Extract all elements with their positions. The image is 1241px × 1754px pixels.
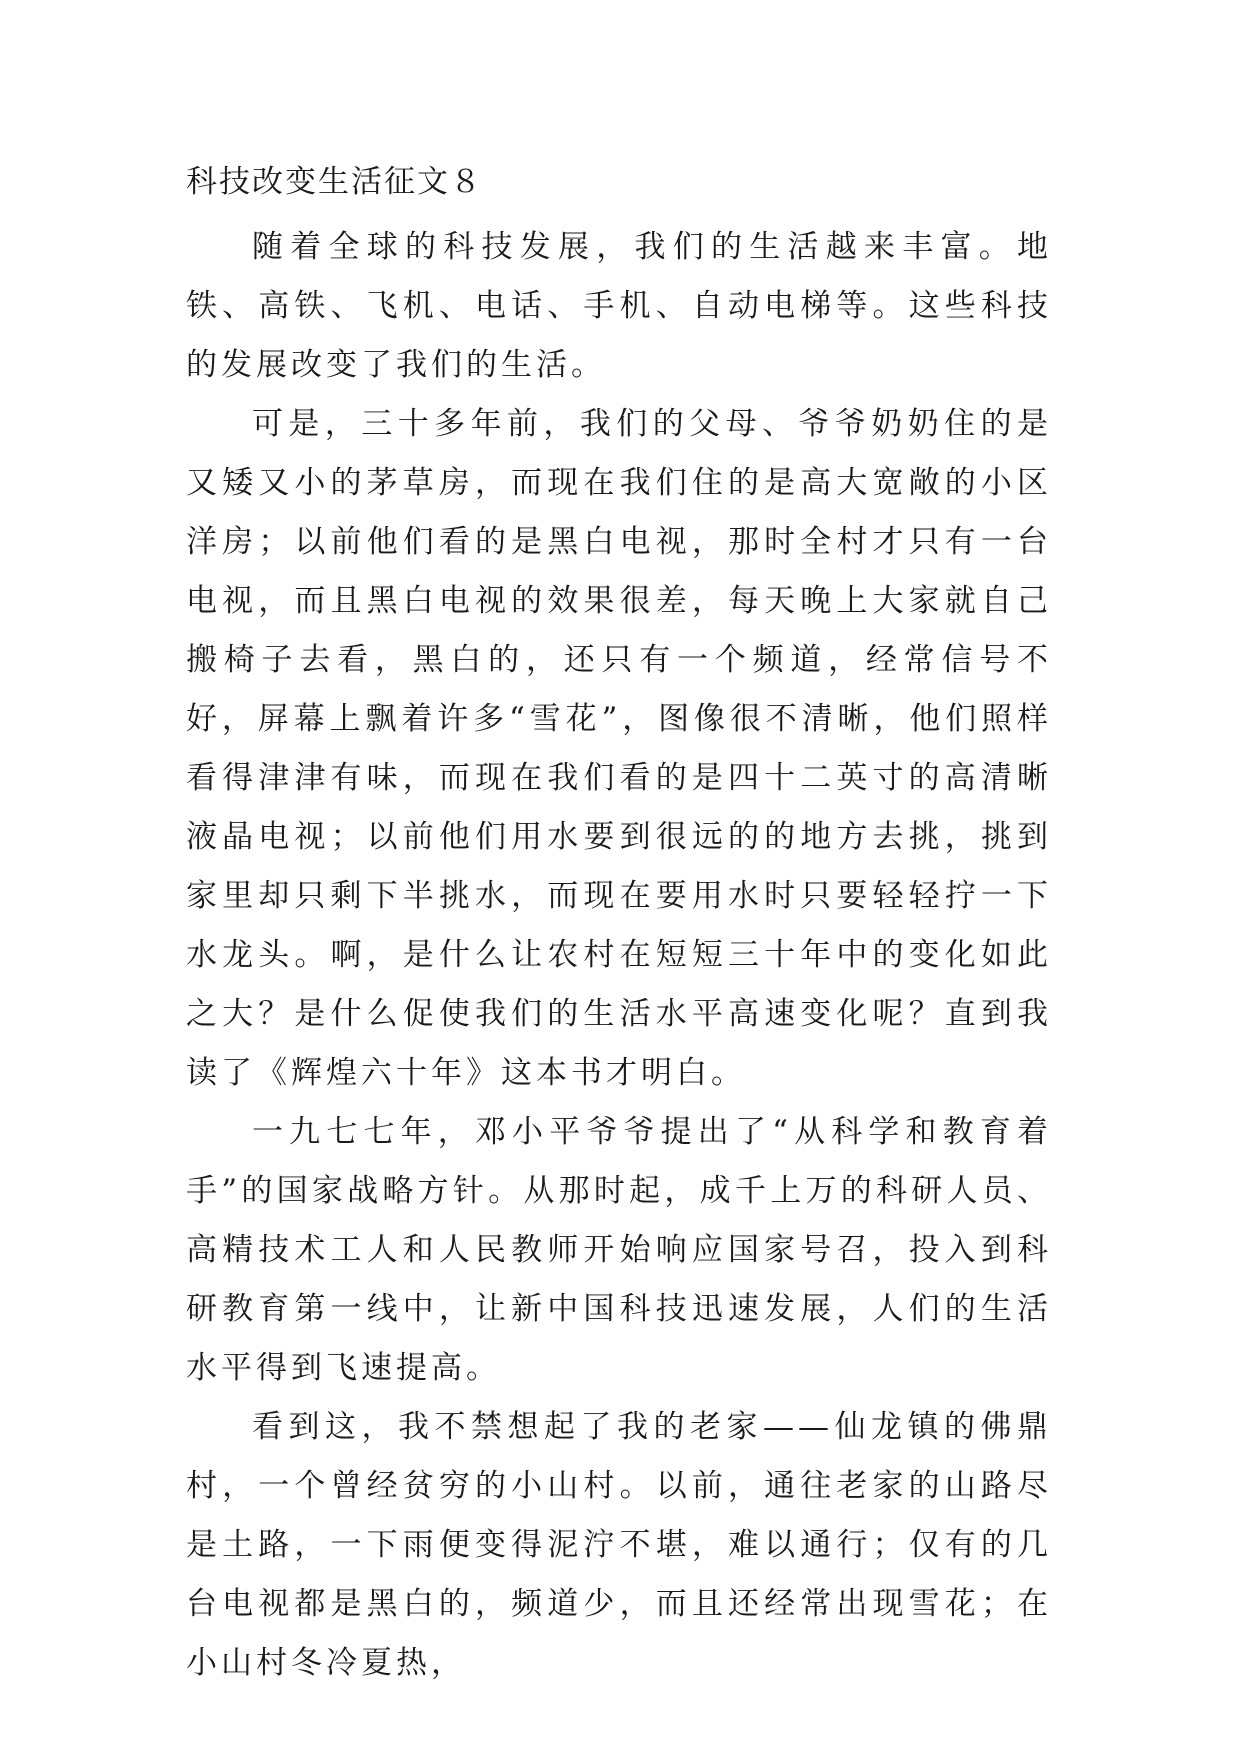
paragraph-4: 看到这，我不禁想起了我的老家——仙龙镇的佛鼎村，一个曾经贫穷的小山村。以前，通往老家的山路尽是土路，一下雨便变得泥泞不堪，难以通行；仅有的几台电视都是黑白的，频道少，而且还经常出现雪花；在小山村冬冷夏热， [186, 1409, 1052, 1681]
document-body [186, 218, 1052, 1693]
paragraph-1: 随着全球的科技发展，我们的生活越来丰富。地铁、高铁、飞机、电话、手机、自动电梯等。这些科技的发展改变了我们的生活。 [186, 229, 1052, 383]
paragraph-2: 可是，三十多年前，我们的父母、爷爷奶奶住的是又矮又小的茅草房，而现在我们住的是高大宽敞的小区洋房；以前他们看的是黑白电视，那时全村才只有一台电视，而且黑白电视的效果很差，每天晚上大家就自己搬椅子去看，黑白的，还只有一个频道，经常信号不好，屏幕上飘着许多“雪花”，图像很不清晰，他们照样看得津津有味，而现在我们看的是四十二英寸的高清晰液晶电视；以前他们用水要到很远的的地方去挑，挑到家里却只剩下半挑水，而现在要用水时只要轻轻拧一下水龙头。啊，是什么让农村在短短三十年中的变化如此之大？是什么促使我们的生活水平高速变化呢？直到我读了《辉煌六十年》这本书才明白。 [186, 406, 1052, 1091]
document-title: 科技改变生活征文８ [186, 164, 483, 200]
paragraph-3: 一九七七年，邓小平爷爷提出了“从科学和教育着手”的国家战略方针。从那时起，成千上万的科研人员、高精技术工人和人民教师开始响应国家号召，投入到科研教育第一线中，让新中国科技迅速发展，人们的生活水平得到飞速提高。 [186, 1114, 1052, 1386]
